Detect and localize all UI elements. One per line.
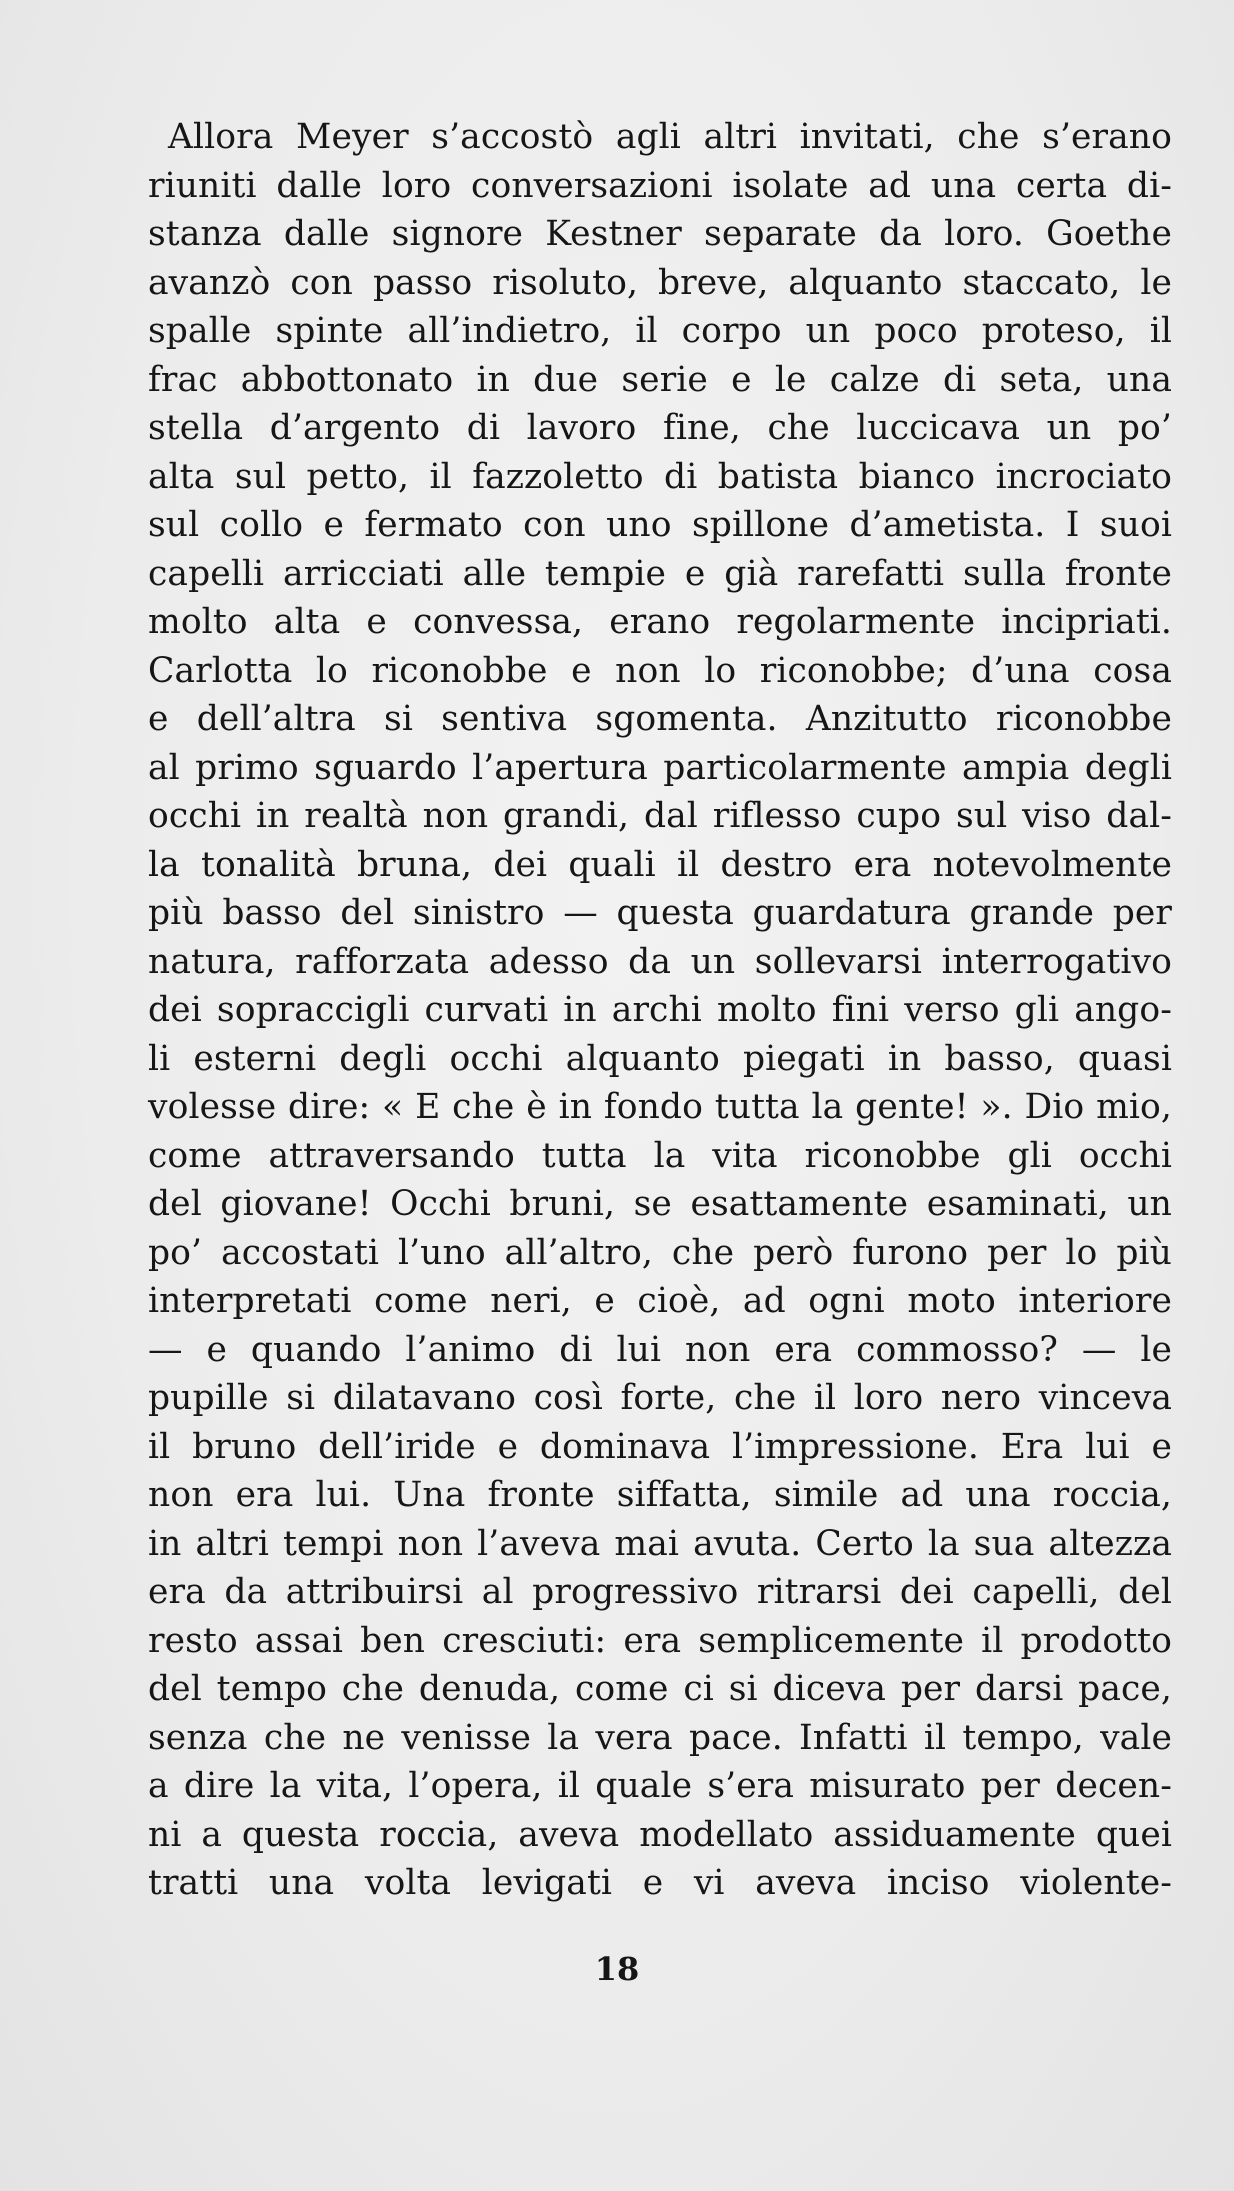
text-line: era da attribuirsi al progressivo ritrarsi dei capelli, del [148,1572,1172,1612]
text-line: riuniti dalle loro conversazioni isolate ad una certa di- [148,165,1172,206]
text-line: ni a questa roccia, aveva modellato assiduamente quei [148,1814,1172,1855]
text-line: il bruno dell’iride e dominava l’impressione. Era lui e [148,1426,1172,1467]
text-line: come attraversando tutta la vita riconobbe gli occhi [148,1135,1172,1176]
text-line: non era lui. Una fronte siffatta, simile ad una roccia, [148,1475,1172,1515]
text-line: frac abbottonato in due serie e le calze di seta, una [148,359,1172,400]
text-line: Carlotta lo riconobbe e non lo riconobbe; d’una cosa [148,650,1172,691]
text-line: stella d’argento di lavoro fine, che luccicava un po’ [148,408,1172,448]
text-line: pupille si dilatavano così forte, che il loro nero vinceva [148,1378,1172,1418]
text-line: li esterni degli occhi alquanto piegati in basso, quasi [148,1038,1172,1079]
text-line: del giovane! Occhi bruni, se esattamente esaminati, un [148,1184,1172,1224]
text-line: spalle spinte all’indietro, il corpo un poco proteso, il [148,311,1172,351]
text-line: interpretati come neri, e cioè, ad ogni moto interiore [148,1281,1172,1321]
text-line: al primo sguardo l’apertura particolarmente ampia degli [148,747,1172,788]
text-line: stanza dalle signore Kestner separate da loro. Goethe [148,214,1172,254]
text-line: la tonalità bruna, dei quali il destro era notevolmente [148,844,1172,885]
text-line: sul collo e fermato con uno spillone d’ametista. I suoi [148,505,1172,545]
text-line: in altri tempi non l’aveva mai avuta. Certo la sua altezza [148,1523,1172,1564]
text-line: resto assai ben cresciuti: era semplicemente il prodotto [148,1620,1172,1661]
text-line: volesse dire: « E che è in fondo tutta la gente! ». Dio mio, [148,1087,1172,1127]
text-line: tratti una volta levigati e vi aveva inciso violente- [148,1863,1172,1903]
text-line: occhi in realtà non grandi, dal riflesso cupo sul viso dal- [148,796,1172,836]
text-line: dei sopraccigli curvati in archi molto fini verso gli ango- [148,990,1172,1030]
body-text [148,113,1172,1908]
text-line: Allora Meyer s’accostò agli altri invitati, che s’erano [168,117,1172,157]
text-line: capelli arricciati alle tempie e già rarefatti sulla fronte [148,553,1172,594]
text-line: più basso del sinistro — questa guardatura grande per [148,893,1172,933]
text-line: alta sul petto, il fazzoletto di batista bianco incrociato [148,456,1172,497]
text-line: a dire la vita, l’opera, il quale s’era misurato per decen- [148,1766,1172,1806]
text-line: po’ accostati l’uno all’altro, che però furono per lo più [148,1232,1172,1273]
text-line: avanzò con passo risoluto, breve, alquanto staccato, le [148,262,1172,303]
text-line: natura, rafforzata adesso da un sollevarsi interrogativo [148,941,1172,982]
text-line: del tempo che denuda, come ci si diceva per darsi pace, [148,1669,1172,1709]
text-line: e dell’altra si sentiva sgomenta. Anzitutto riconobbe [148,699,1172,739]
text-line: senza che ne venisse la vera pace. Infatti il tempo, vale [148,1717,1172,1758]
text-line: molto alta e convessa, erano regolarmente incipriati. [148,602,1172,642]
text-line: — e quando l’animo di lui non era commosso? — le [148,1329,1172,1370]
page-number: 18 [594,1950,640,1988]
